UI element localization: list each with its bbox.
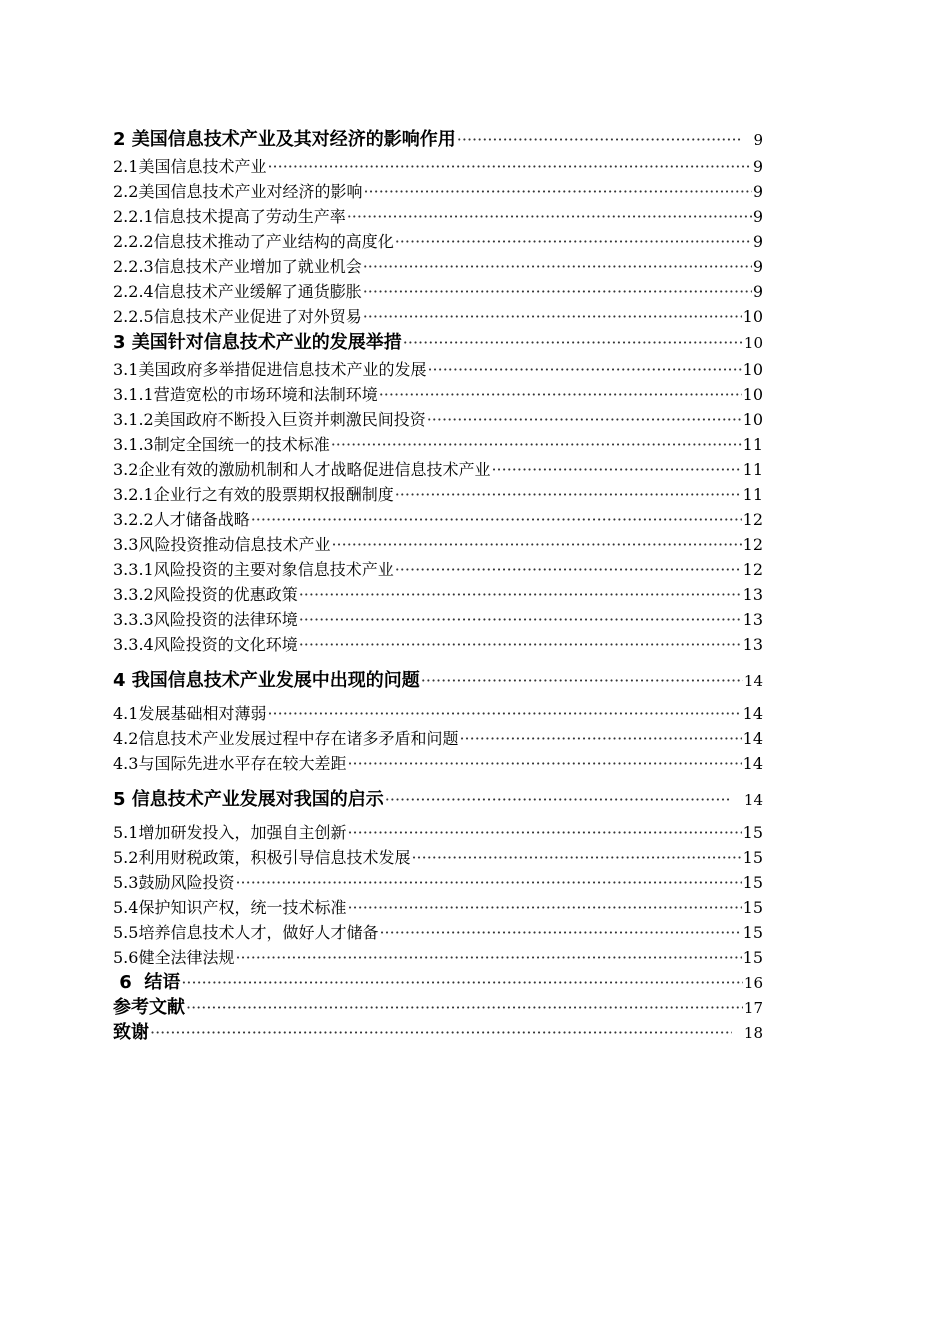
toc-entry-label: 5.4保护知识产权，统一技术标准 (113, 895, 347, 920)
toc-entry[interactable] (113, 607, 763, 632)
toc-entry[interactable] (113, 482, 763, 507)
toc-entry-page: 9 (752, 229, 763, 254)
dot-leader (347, 895, 741, 920)
dot-leader (363, 279, 752, 304)
dot-leader (395, 229, 752, 254)
toc-entry-page: 17 (743, 996, 763, 1020)
toc-entry[interactable] (113, 179, 763, 204)
toc-entry-page: 9 (752, 204, 763, 229)
toc-entry[interactable] (113, 995, 763, 1020)
dot-leader (411, 845, 741, 870)
toc-entry-label: 3.1美国政府多举措促进信息技术产业的发展 (113, 357, 427, 382)
toc-entry-label: 5 信息技术产业发展对我国的启示 (113, 786, 385, 814)
toc-entry-page: 14 (742, 751, 763, 776)
toc-entry-label: 3.3.4风险投资的文化环境 (113, 632, 299, 657)
dot-leader (395, 482, 742, 507)
toc-entry-page: 14 (743, 667, 763, 695)
toc-entry-label: 6 结语 (113, 972, 181, 993)
toc-entry-page: 9 (752, 179, 763, 204)
toc-entry-page: 15 (742, 920, 763, 945)
toc-entry-page: 9 (741, 126, 763, 154)
toc-entry-page: 12 (742, 557, 763, 582)
toc-entry[interactable] (113, 279, 763, 304)
toc-entry-label: 3.3风险投资推动信息技术产业 (113, 532, 331, 557)
toc-entry-label: 5.5培养信息技术人才，做好人才储备 (113, 920, 379, 945)
dot-leader (379, 382, 742, 407)
toc-entry[interactable] (113, 532, 763, 557)
toc-entry-page: 15 (742, 945, 763, 970)
toc-entry[interactable] (113, 786, 763, 814)
toc-entry[interactable] (113, 632, 763, 657)
dot-leader (347, 204, 752, 229)
toc-entry-label: 3 美国针对信息技术产业的发展举措 (113, 329, 403, 357)
toc-entry-label: 4.1发展基础相对薄弱 (113, 701, 267, 726)
toc-entry-label: 5.3鼓励风险投资 (113, 870, 235, 895)
toc-entry-page: 12 (742, 507, 763, 532)
toc-entry[interactable] (113, 304, 763, 329)
toc-entry[interactable] (113, 582, 763, 607)
dot-leader (363, 179, 751, 204)
toc-entry[interactable] (113, 229, 763, 254)
dot-leader (363, 254, 752, 279)
toc-entry-page: 15 (742, 820, 763, 845)
toc-entry-page: 10 (742, 357, 763, 382)
toc-entry-label: 5.6健全法律法规 (113, 945, 235, 970)
toc-entry-page: 14 (732, 786, 763, 814)
dot-leader (267, 154, 751, 179)
toc-entry-page: 12 (742, 532, 763, 557)
toc-entry[interactable] (113, 751, 763, 776)
toc-entry-page: 9 (752, 254, 763, 279)
toc-entry[interactable] (113, 557, 763, 582)
toc-entry-page: 15 (742, 895, 763, 920)
dot-leader (403, 329, 743, 357)
toc-entry[interactable] (113, 895, 763, 920)
dot-leader (427, 407, 742, 432)
toc-entry[interactable] (113, 870, 763, 895)
dot-leader (347, 751, 741, 776)
toc-entry-label: 2 美国信息技术产业及其对经济的影响作用 (113, 126, 457, 154)
toc-entry[interactable] (113, 970, 763, 995)
dot-leader (347, 820, 741, 845)
toc-entry-label: 2.2.5信息技术产业促进了对外贸易 (113, 304, 363, 329)
toc-entry-label: 3.3.2风险投资的优惠政策 (113, 582, 299, 607)
toc-entry-label: 3.1.3制定全国统一的技术标准 (113, 432, 331, 457)
toc-entry-page: 9 (752, 279, 763, 304)
toc-entry[interactable] (113, 457, 763, 482)
toc-entry-label: 5.1增加研发投入，加强自主创新 (113, 820, 347, 845)
toc-entry-page: 13 (742, 607, 763, 632)
toc-entry-page: 10 (742, 407, 763, 432)
dot-leader (181, 970, 743, 995)
toc-entry-label: 3.1.1营造宽松的市场环境和法制环境 (113, 382, 379, 407)
toc-entry-label: 3.2.1企业行之有效的股票期权报酬制度 (113, 482, 395, 507)
toc-entry[interactable] (113, 407, 763, 432)
toc-entry[interactable] (113, 1020, 763, 1045)
dot-leader (459, 726, 741, 751)
toc-entry-label: 2.2.1信息技术提高了劳动生产率 (113, 204, 347, 229)
toc-entry-label: 2.2.2信息技术推动了产业结构的高度化 (113, 229, 395, 254)
toc-entry-label: 4.3与国际先进水平存在较大差距 (113, 751, 347, 776)
toc-entry-label: 3.1.2美国政府不断投入巨资并刺激民间投资 (113, 407, 427, 432)
toc-entry-page: 14 (742, 726, 763, 751)
toc-entry[interactable] (113, 382, 763, 407)
dot-leader (331, 432, 742, 457)
toc-entry-page: 13 (742, 582, 763, 607)
dot-leader (150, 1020, 732, 1045)
dot-leader (363, 304, 742, 329)
toc-entry-page: 11 (742, 482, 763, 507)
toc-entry[interactable] (113, 254, 763, 279)
dot-leader (421, 667, 743, 695)
table-of-contents (113, 126, 763, 1045)
toc-entry-label: 2.2.3信息技术产业增加了就业机会 (113, 254, 363, 279)
toc-entry[interactable] (113, 154, 763, 179)
toc-entry-label: 2.1美国信息技术产业 (113, 154, 267, 179)
dot-leader (379, 920, 741, 945)
toc-entry[interactable] (113, 126, 763, 154)
toc-entry-label: 5.2利用财税政策，积极引导信息技术发展 (113, 845, 411, 870)
toc-entry-page: 10 (742, 304, 763, 329)
dot-leader (267, 701, 741, 726)
dot-leader (299, 632, 742, 657)
dot-leader (385, 786, 732, 814)
dot-leader (299, 582, 742, 607)
toc-entry[interactable] (113, 920, 763, 945)
toc-entry[interactable] (113, 945, 763, 970)
dot-leader (251, 507, 742, 532)
toc-entry[interactable] (113, 820, 763, 845)
toc-entry-label: 3.3.1风险投资的主要对象信息技术产业 (113, 557, 395, 582)
toc-entry-label: 2.2.4信息技术产业缓解了通货膨胀 (113, 279, 363, 304)
toc-entry-label: 4 我国信息技术产业发展中出现的问题 (113, 667, 421, 695)
toc-entry-label: 2.2美国信息技术产业对经济的影响 (113, 179, 363, 204)
toc-entry-page: 11 (742, 457, 763, 482)
toc-entry-page: 15 (742, 845, 763, 870)
toc-entry-label: 3.3.3风险投资的法律环境 (113, 607, 299, 632)
dot-leader (235, 945, 741, 970)
toc-entry-label: 3.2.2人才储备战略 (113, 507, 251, 532)
toc-entry[interactable] (113, 329, 763, 357)
toc-entry-page: 15 (742, 870, 763, 895)
toc-entry[interactable] (113, 701, 763, 726)
toc-entry[interactable] (113, 667, 763, 695)
dot-leader (235, 870, 741, 895)
toc-entry-page: 16 (743, 971, 763, 995)
toc-entry-page: 18 (732, 1021, 763, 1045)
dot-leader (186, 995, 743, 1020)
dot-leader (395, 557, 742, 582)
toc-entry[interactable] (113, 507, 763, 532)
toc-entry-page: 9 (752, 154, 763, 179)
dot-leader (457, 126, 742, 154)
dot-leader (299, 607, 742, 632)
toc-entry[interactable] (113, 432, 763, 457)
toc-entry-page: 10 (742, 382, 763, 407)
toc-entry[interactable] (113, 357, 763, 382)
dot-leader (427, 357, 741, 382)
toc-entry-page: 10 (743, 329, 763, 357)
toc-entry[interactable] (113, 726, 763, 751)
toc-entry-label: 3.2企业有效的激励机制和人才战略促进信息技术产业 (113, 457, 491, 482)
toc-entry[interactable] (113, 204, 763, 229)
toc-entry[interactable] (113, 845, 763, 870)
toc-entry-page: 13 (742, 632, 763, 657)
dot-leader (491, 457, 741, 482)
toc-entry-page: 14 (742, 701, 763, 726)
toc-entry-page: 11 (742, 432, 763, 457)
toc-entry-label: 4.2信息技术产业发展过程中存在诸多矛盾和问题 (113, 726, 459, 751)
dot-leader (331, 532, 741, 557)
toc-entry-label: 致谢 (113, 1022, 149, 1043)
toc-entry-label: 参考文献 (113, 997, 185, 1018)
